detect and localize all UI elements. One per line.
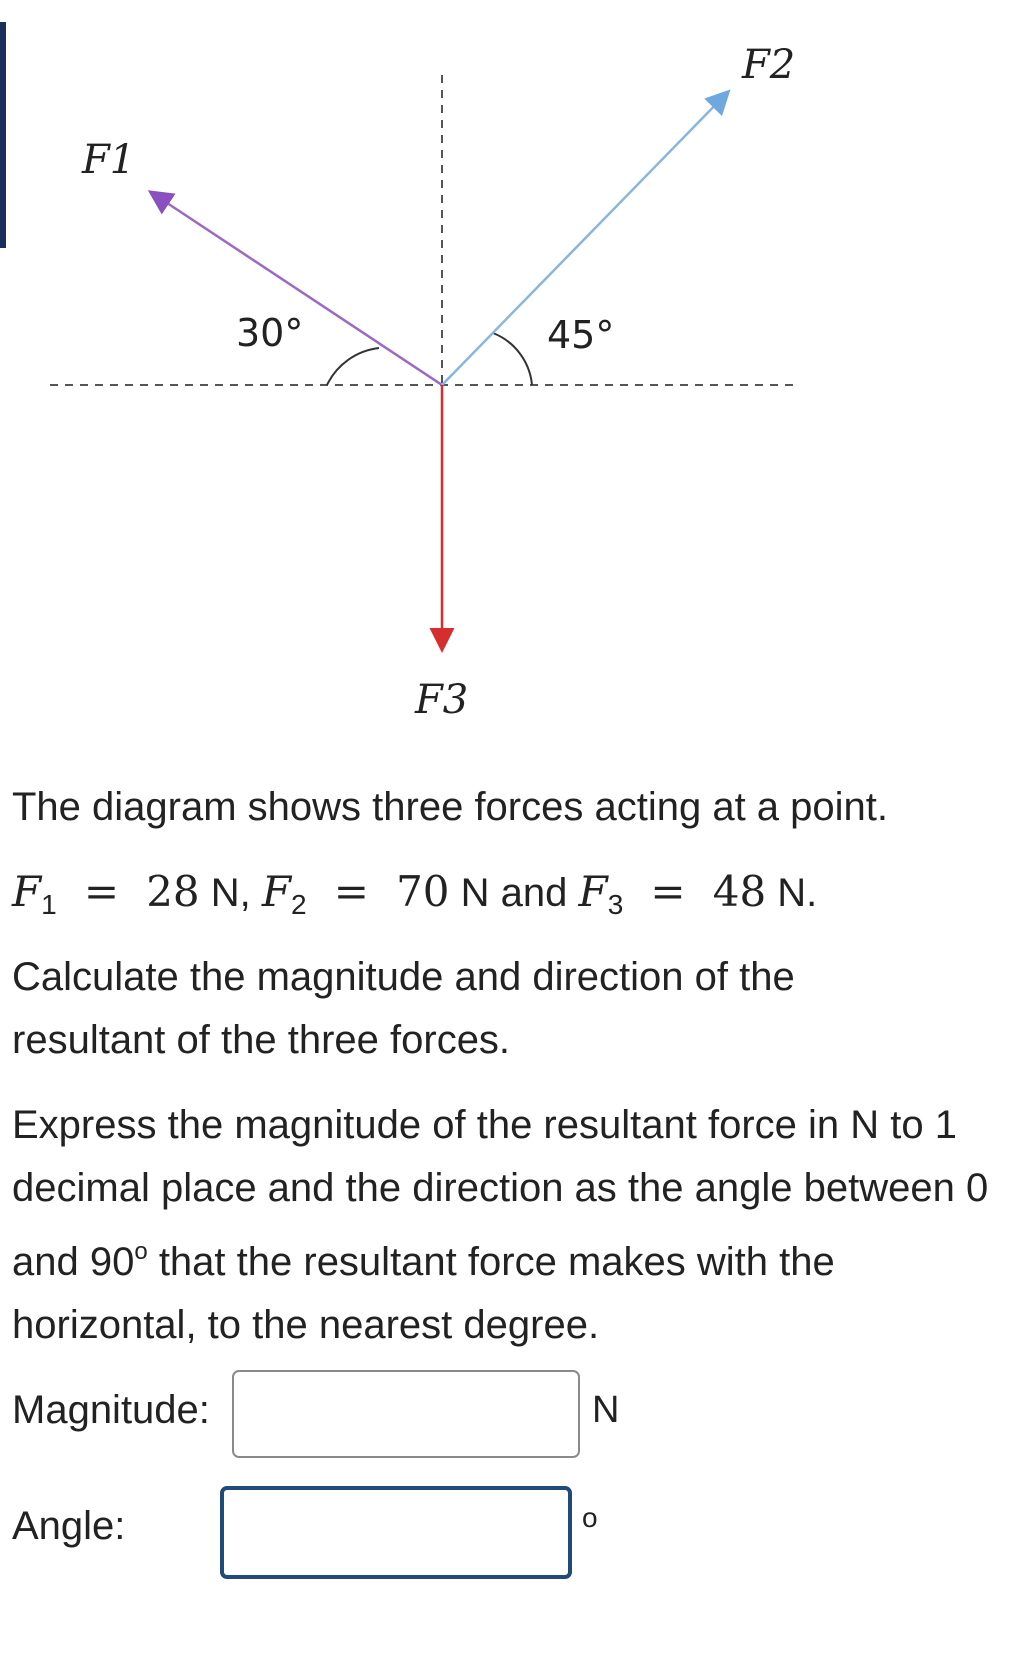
angle-label: Angle: [12,1504,126,1548]
magnitude-input[interactable] [232,1370,580,1458]
question-intro [12,776,1012,839]
label-f3: F3 [415,677,469,723]
f3-symbol: F [578,867,608,916]
f1-value: 28 [146,867,200,916]
f1-unit: N, [210,871,251,915]
angle-input[interactable] [220,1486,572,1579]
task-text: Calculate the magnitude and direction of the resultant of the three forces. [12,955,795,1062]
label-f1: F1 [82,137,136,183]
question-task [12,946,892,1072]
label-f2: F2 [742,42,796,88]
magnitude-unit: N [592,1389,620,1431]
equals-sign: = [83,867,120,916]
question-instructions [12,1094,1002,1357]
f3-value: 48 [712,867,767,916]
angle-label-f2: 45° [547,313,615,357]
angle-arc-f1 [327,348,379,385]
f2-symbol: F [261,867,292,916]
f3-unit: N. [777,871,818,915]
instructions-text-part1: Express the magnitude of the resultant force in N to 1 decimal place and the direction as the angle between 0 and 90 [12,1103,989,1284]
instructions-text-part2: that the resultant force makes with the horizontal, to the nearest degree. [12,1240,835,1347]
angle-arc-f2 [493,333,532,385]
force-f1-arrow [152,193,442,385]
f3-subscript: 3 [607,889,624,920]
equals-sign: = [333,867,369,916]
f2-subscript: 2 [291,889,307,920]
angle-unit: o [582,1502,598,1533]
f2-value: 70 [396,867,450,916]
degree-superscript: o [134,1238,148,1265]
intro-text: The diagram shows three forces acting at a point. [12,785,889,829]
f2-unit: N and [460,871,568,915]
force-values-line [12,860,1012,936]
force-diagram [0,0,1031,760]
equals-sign: = [650,867,686,916]
angle-label-f1: 30° [236,311,304,355]
f1-subscript: 1 [41,889,57,920]
f1-symbol: F [12,867,42,916]
magnitude-label: Magnitude: [12,1388,210,1432]
